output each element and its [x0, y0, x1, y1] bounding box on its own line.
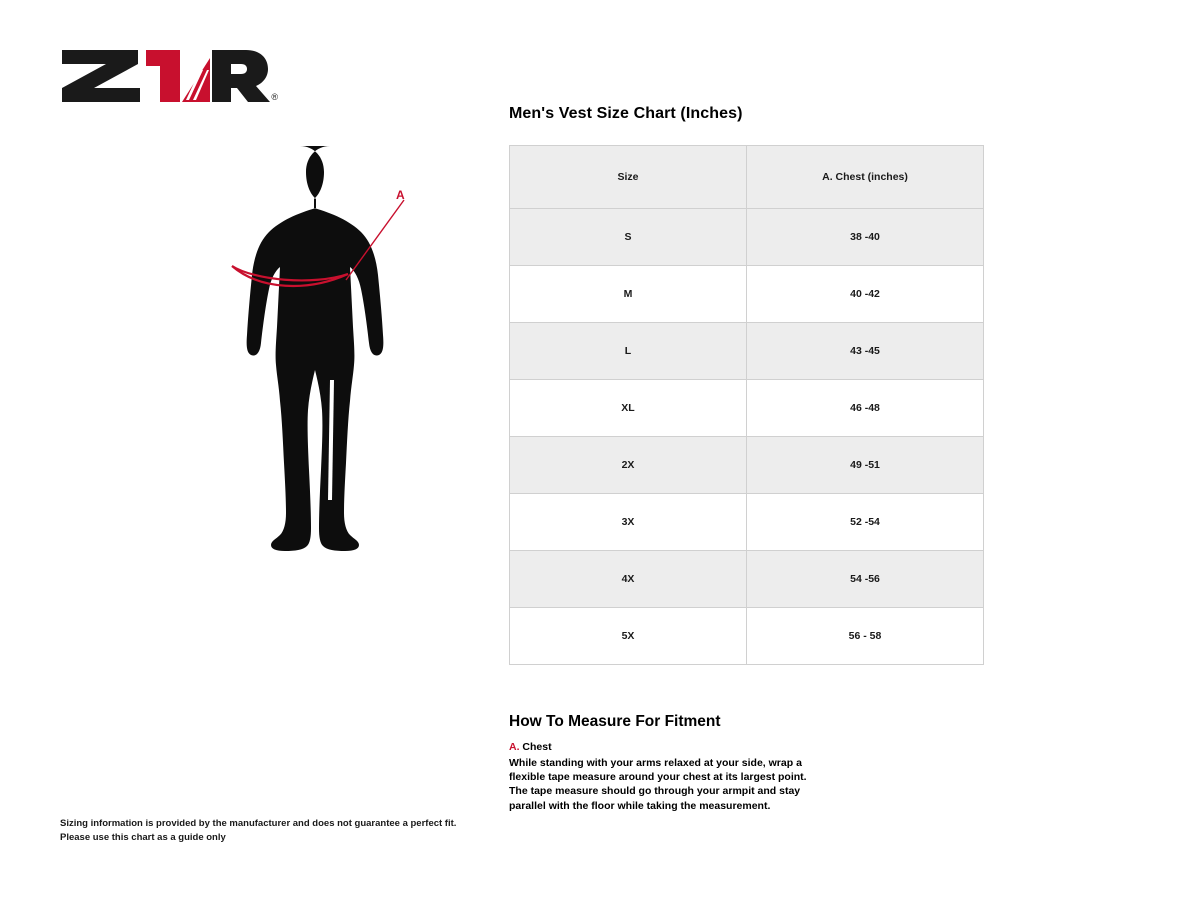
- cell-chest: 49 -51: [747, 437, 984, 494]
- brand-logo: [60, 48, 278, 104]
- male-silhouette-icon: [200, 140, 460, 680]
- size-chart-table: [509, 145, 984, 665]
- table-row: [510, 551, 984, 608]
- body-figure-illustration: [200, 140, 460, 680]
- cell-size: S: [510, 209, 747, 266]
- table-header-row: [510, 146, 984, 209]
- disclaimer: [60, 817, 456, 845]
- cell-size: 3X: [510, 494, 747, 551]
- cell-chest: 56 - 58: [747, 608, 984, 665]
- cell-size: 5X: [510, 608, 747, 665]
- measure-subtitle: [509, 741, 985, 753]
- cell-size: M: [510, 266, 747, 323]
- column-header-chest: A. Chest (inches): [747, 146, 984, 209]
- cell-size: 2X: [510, 437, 747, 494]
- table-row: [510, 494, 984, 551]
- z1r-logo-icon: [60, 48, 270, 104]
- measure-instructions: While standing with your arms relaxed at your side, wrap a flexible tape measure around your chest at its largest point. The tape measure should go through your armpit and stay parallel with the floor while taking the measurement.: [509, 757, 807, 812]
- cell-size: L: [510, 323, 747, 380]
- cell-chest: 43 -45: [747, 323, 984, 380]
- cell-chest: 40 -42: [747, 266, 984, 323]
- table-row: [510, 380, 984, 437]
- size-chart-section: [509, 105, 985, 813]
- table-row: [510, 266, 984, 323]
- table-row: [510, 437, 984, 494]
- cell-size: 4X: [510, 551, 747, 608]
- cell-chest: 54 -56: [747, 551, 984, 608]
- measure-subtitle-text: Chest: [522, 741, 552, 753]
- page-title: Men's Vest Size Chart (Inches): [509, 105, 743, 122]
- cell-chest: 38 -40: [747, 209, 984, 266]
- cell-chest: 52 -54: [747, 494, 984, 551]
- column-header-size: Size: [510, 146, 747, 209]
- measure-point-a-label: A: [396, 188, 405, 202]
- how-to-measure-section: [509, 713, 985, 813]
- cell-chest: 46 -48: [747, 380, 984, 437]
- measure-marker: A.: [509, 741, 520, 753]
- cell-size: XL: [510, 380, 747, 437]
- table-row: [510, 323, 984, 380]
- registered-trademark: ®: [271, 92, 278, 102]
- table-row: [510, 608, 984, 665]
- how-to-measure-title: How To Measure For Fitment: [509, 713, 721, 730]
- table-row: [510, 209, 984, 266]
- disclaimer-line-1: Sizing information is provided by the manufacturer and does not guarantee a perfect fit.: [60, 818, 457, 829]
- disclaimer-line-2: Please use this chart as a guide only: [60, 831, 226, 843]
